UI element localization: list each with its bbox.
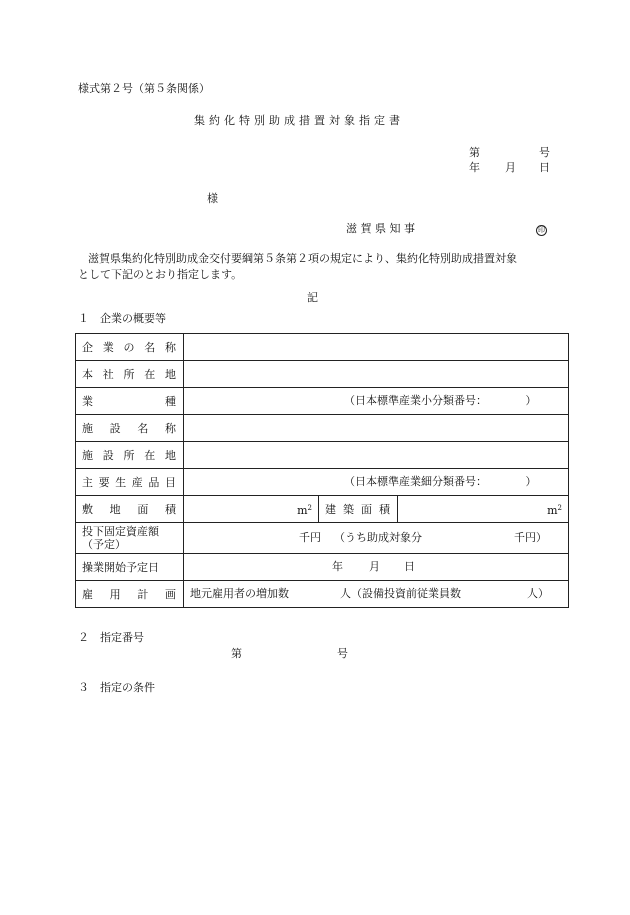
investment-label: 投下固定資産額	[82, 525, 159, 538]
start-day: 日	[404, 560, 415, 573]
investment-note: （うち助成対象分	[334, 531, 422, 544]
facility-location-label: 施設所在地	[76, 442, 184, 469]
date-day: 日	[539, 161, 550, 174]
seal-icon: 印	[538, 226, 545, 234]
facility-location-field[interactable]	[184, 442, 569, 469]
issuer: 滋 賀 県 知 事	[346, 222, 415, 235]
table-row	[76, 388, 569, 415]
employment-unit: 人	[340, 587, 351, 600]
site-area-unit: m	[297, 503, 308, 517]
company-name-label: 企業の名称	[76, 334, 184, 361]
table-row	[76, 415, 569, 442]
start-year: 年	[332, 560, 343, 573]
document-title: 集約化特別助成措置対象指定書	[194, 114, 404, 127]
table-row	[76, 554, 569, 581]
section-3-heading: ３ 指定の条件	[78, 681, 155, 694]
site-area-label: 敷地面積	[76, 496, 184, 523]
paragraph-line-2: として下記のとおり指定します。	[78, 268, 243, 281]
building-area-field[interactable]	[398, 496, 569, 523]
table-row	[76, 496, 569, 523]
table-row	[76, 334, 569, 361]
addressee-suffix: 様	[207, 192, 218, 205]
building-area-unit-sup: 2	[557, 503, 563, 512]
facility-name-field[interactable]	[184, 415, 569, 442]
industry-field[interactable]	[184, 388, 569, 415]
site-area-field[interactable]	[184, 496, 319, 523]
table-row	[76, 469, 569, 496]
employment-note: （設備投資前従業員数	[351, 587, 461, 600]
investment-unit: 千円	[299, 531, 321, 544]
paragraph-line-1: 滋賀県集約化特別助成金交付要綱第５条第２項の規定により、集約化特別助成措置対象	[88, 252, 517, 265]
industry-label: 業 種	[76, 388, 184, 415]
industry-note: （日本標準産業小分類番号： ）	[344, 394, 537, 407]
company-overview-table	[75, 333, 569, 608]
doc-number-prefix: 第	[469, 146, 480, 159]
start-month: 月	[369, 560, 380, 573]
investment-field[interactable]	[184, 523, 569, 554]
table-row	[76, 361, 569, 388]
designation-number-prefix: 第	[231, 647, 242, 660]
start-date-label: 操業開始予定日	[76, 554, 184, 581]
company-name-field[interactable]	[184, 334, 569, 361]
facility-name-label: 施設名称	[76, 415, 184, 442]
date-year: 年	[469, 161, 480, 174]
products-note: （日本標準産業細分類番号： ）	[344, 475, 537, 488]
site-area-unit-sup: 2	[307, 503, 312, 512]
employment-local: 地元雇用者の増加数	[190, 587, 289, 600]
section-2-heading: ２ 指定番号	[78, 631, 144, 644]
building-area-unit: m	[547, 503, 558, 517]
form-number: 様式第２号（第５条関係）	[78, 82, 210, 95]
table-row	[76, 523, 569, 554]
section-1-heading: １ 企業の概要等	[78, 312, 166, 325]
employment-plan-label: 雇用計画	[76, 581, 184, 608]
ki-heading: 記	[307, 291, 318, 304]
start-date-field[interactable]	[184, 554, 569, 581]
seal-mark	[536, 222, 547, 236]
table-row	[76, 581, 569, 608]
table-row	[76, 442, 569, 469]
doc-number-suffix: 号	[539, 146, 550, 159]
main-products-label: 主要生産品目	[76, 469, 184, 496]
main-products-field[interactable]	[184, 469, 569, 496]
designation-number-suffix: 号	[337, 647, 348, 660]
investment-label-sub: （予定）	[82, 538, 126, 551]
employment-note-unit: 人）	[527, 587, 549, 600]
employment-plan-field[interactable]	[184, 581, 569, 608]
investment-note-unit: 千円）	[514, 531, 547, 544]
investment-label-cell	[76, 523, 184, 554]
building-area-label: 建築面積	[319, 496, 398, 523]
head-office-label: 本社所在地	[76, 361, 184, 388]
head-office-field[interactable]	[184, 361, 569, 388]
date-month: 月	[505, 161, 516, 174]
